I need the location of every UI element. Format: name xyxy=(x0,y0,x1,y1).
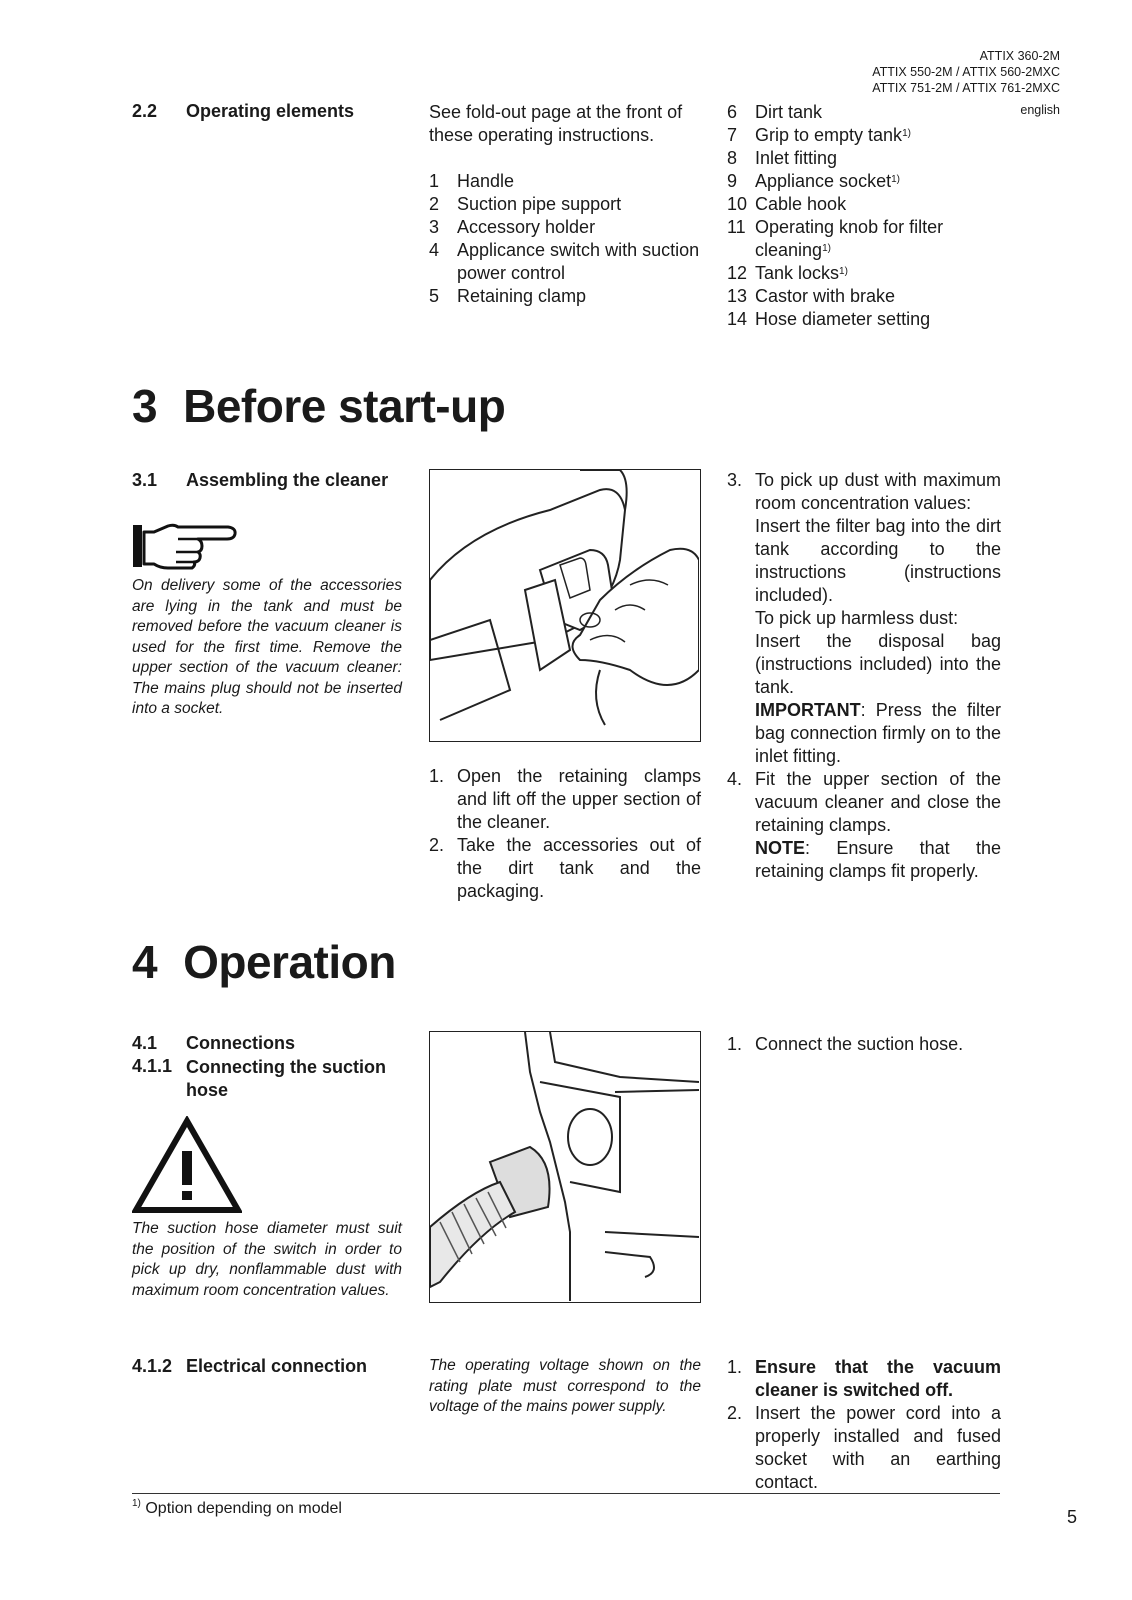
steps-list xyxy=(429,765,701,903)
elements-list-left xyxy=(429,170,704,308)
section-number: 4.1.2 xyxy=(132,1356,173,1376)
connect-steps xyxy=(727,1033,1001,1056)
list-item: 2. Insert the power cord into a properly installed and fused socket with an earthing contact. xyxy=(727,1403,1001,1492)
list-item: 2 Suction pipe support xyxy=(429,194,622,214)
language-label: english xyxy=(1020,103,1060,117)
warning-text: The suction hose diameter must suit the position of the switch in order to pick up dry, nonflammable dust with maximum room concentration values. xyxy=(132,1220,402,1299)
section-number: 2.2 xyxy=(132,101,158,121)
list-item: 2. Take the accessories out of the dirt tank and the packaging. xyxy=(429,835,701,901)
delivery-note: On delivery some of the accessories are lying in the tank and must be removed before the vacuum cleaner is used for the first time. Remove the upper section of the vacuum cleaner: The mains plug should not be inserted into a socket. xyxy=(132,577,402,717)
list-item: 5 Retaining clamp xyxy=(429,286,587,306)
model-line: ATTIX 751-2M / ATTIX 761-2MXC xyxy=(872,81,1060,95)
list-item: 7 Grip to empty tank$^{1)}$ xyxy=(727,125,911,145)
elements-list-right xyxy=(727,101,1002,331)
model-line: ATTIX 360-2M xyxy=(979,49,1060,63)
note-label: NOTE xyxy=(755,838,806,858)
section-title: Assembling the cleaner xyxy=(186,470,389,490)
list-item: 1. Open the retaining clamps and lift off the upper section of the cleaner. xyxy=(429,766,701,832)
chapter-title: Before start-up xyxy=(183,380,506,432)
pointing-hand-icon xyxy=(132,522,244,575)
list-item: 1. Ensure that the vacuum cleaner is switched off. xyxy=(727,1357,1001,1400)
electrical-steps xyxy=(727,1356,1001,1494)
chapter-number: 4 xyxy=(132,936,158,988)
page-number: 5 xyxy=(1067,1507,1078,1527)
list-item: 3. To pick up dust with maximum room concentration values: Insert the filter bag into the dirt tank according to the instructions (instructions included). To pick up harmless dust: Insert the disposal bag (instructions included) into the tank. IMPORTANT: Press the filter bag connection firmly on to the inlet fitting. xyxy=(727,470,1001,766)
list-item: 13 Castor with brake xyxy=(727,286,896,306)
voltage-note: The operating voltage shown on the rating plate must correspond to the voltage of the mains power supply. xyxy=(429,1357,701,1415)
list-item: 4. Fit the upper section of the vacuum cleaner and close the retaining clamps. NOTE: Ensure that the retaining clamps fit properly. xyxy=(727,769,1001,881)
section-number: 4.1.1 xyxy=(132,1056,173,1076)
chapter-heading xyxy=(132,935,396,989)
list-item: 9 Appliance socket$^{1)}$ xyxy=(727,171,900,191)
list-item: 8 Inlet fitting xyxy=(727,148,838,168)
warning-icon xyxy=(132,1116,242,1219)
footnote-mark: 1) xyxy=(132,1498,141,1509)
list-item: 11 Operating knob for filter cleaning$^{1)}$ xyxy=(727,217,944,260)
list-item: 4 Applicance switch with suction power control xyxy=(429,240,700,283)
important-label: IMPORTANT xyxy=(755,700,861,720)
chapter-title: Operation xyxy=(183,936,396,988)
section-number: 4.1 xyxy=(132,1033,158,1053)
list-item: 6 Dirt tank xyxy=(727,102,823,122)
footnote xyxy=(132,1500,342,1518)
footer-divider xyxy=(132,1493,1000,1494)
list-item: 3 Accessory holder xyxy=(429,217,596,237)
chapter-number: 3 xyxy=(132,380,158,432)
steps-list-right xyxy=(727,469,1001,883)
section-title: Electrical connection xyxy=(186,1356,368,1376)
section-title: Operating elements xyxy=(186,101,355,121)
intro-text: See fold-out page at the front of these operating instructions. xyxy=(429,102,683,145)
list-item: 10 Cable hook xyxy=(727,194,847,214)
section-number: 3.1 xyxy=(132,470,158,490)
model-header xyxy=(872,48,1060,96)
footnote-text: Option depending on model xyxy=(145,1500,342,1517)
section-title: Connecting the suction hose xyxy=(186,1057,386,1100)
list-item: 1 Handle xyxy=(429,171,515,191)
chapter-heading xyxy=(132,379,505,433)
list-item: 1. Connect the suction hose. xyxy=(727,1034,964,1054)
list-item: 12 Tank locks$^{1)}$ xyxy=(727,263,848,283)
list-item: 14 Hose diameter setting xyxy=(727,309,931,329)
illustration-filter-bag xyxy=(429,469,701,742)
illustration-suction-hose xyxy=(429,1031,701,1303)
model-line: ATTIX 550-2M / ATTIX 560-2MXC xyxy=(872,65,1060,79)
section-title: Connections xyxy=(186,1033,296,1053)
